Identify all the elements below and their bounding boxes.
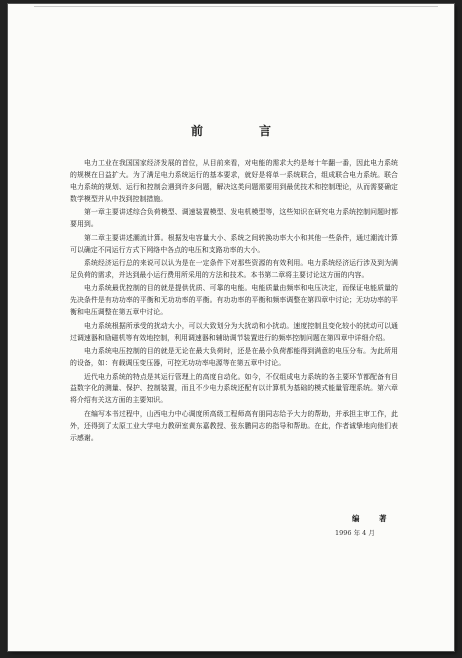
preface-body <box>70 158 398 446</box>
paragraph-acknowledgement: 在编写本书过程中，山西电力中心调度所高级工程师高有朋同志给予大力的帮助，并承担主审工作，此外，还得到了太原工业大学电力教研室黄东嘉教授、张东鹏同志的指导和帮助。在此，作者诚挚地向他们表示感谢。 <box>70 409 398 442</box>
paragraph-chapter-2: 第二章主要讲述潮流计算。根据发电容量大小、系统之间转换功率大小和其他一些条件，通过潮流计算可以确定不同运行方式下网络中各点的电压和支路功率的大小。 <box>70 233 398 254</box>
signature-date: 1996 年 4 月 <box>335 529 375 537</box>
paragraph-chapter-1: 第一章主要讲述综合负荷模型、调速装置模型、发电机模型等，这些知识在研究电力系统控制问题时都要用到。 <box>70 208 398 229</box>
paragraph-automation: 近代电力系统的特点是其运行管理上的高度自动化。如今，不仅组成电力系统的各主要环节都配备有目益数字化的测量、保护、控制装置，而且不少电力系统还配有以计算机为基础的模式能量管理系统。第六章将介绍有关这方面的主要知识。 <box>70 372 398 405</box>
paragraph-disturbance: 电力系统根据所承受的扰动大小，可以大致划分为大扰动和小扰动。速度控制且变化较小的扰动可以通过调速器和励磁机等有效地控制，利用调速器和辅助调节装置进行的频率控制问题在第四章中详细介绍。 <box>70 321 398 342</box>
page-title: 前 言 <box>190 124 293 138</box>
document-page <box>8 4 454 651</box>
signature: 编 著 <box>352 514 393 523</box>
paragraph-voltage: 电力系统电压控制的目的就是无论在最大负荷时，还是在最小负荷都能得到满意的电压分布。为此所用的设备，如：有载调压变压器，可控无功功率电源等在第五章中讨论。 <box>70 347 398 368</box>
paragraph-intro: 电力工业在我国国家经济发展的首位，从目前来看，对电能的需求大约是每十年翻一番，因此电力系统的规模在日益扩大。为了满足电力系统运行的基本要求，就好是将单一系统联合，组成联合电力系统。联合电力系统的规划、运行和控制会遇到许多问题，解决这类问题需要用到最优技术和控制理论，从而需要确定数学模型并从中找到控制措施。 <box>70 159 398 203</box>
paragraph-chapter-3: 系统经济运行总的来说可以认为是在一定条件下对那些资源的有效利用。电力系统经济运行涉及到为满足负荷的需求，并达到最小运行费用所采用的方法和技术。本书第二章将主要讨论这方面的内容。 <box>70 259 398 279</box>
scan-edge-line <box>34 6 438 7</box>
paragraph-chapter-4-5: 电力系统最优控制的目的就是提供优质、可靠的电能。电能质量由频率和电压决定，而保证电能质量的先决条件是有功功率的平衡和无功功率的平衡。有功功率的平衡和频率调整在第四章中讨论；无功功率的平衡和电压调整在第五章中讨论。 <box>70 284 398 317</box>
